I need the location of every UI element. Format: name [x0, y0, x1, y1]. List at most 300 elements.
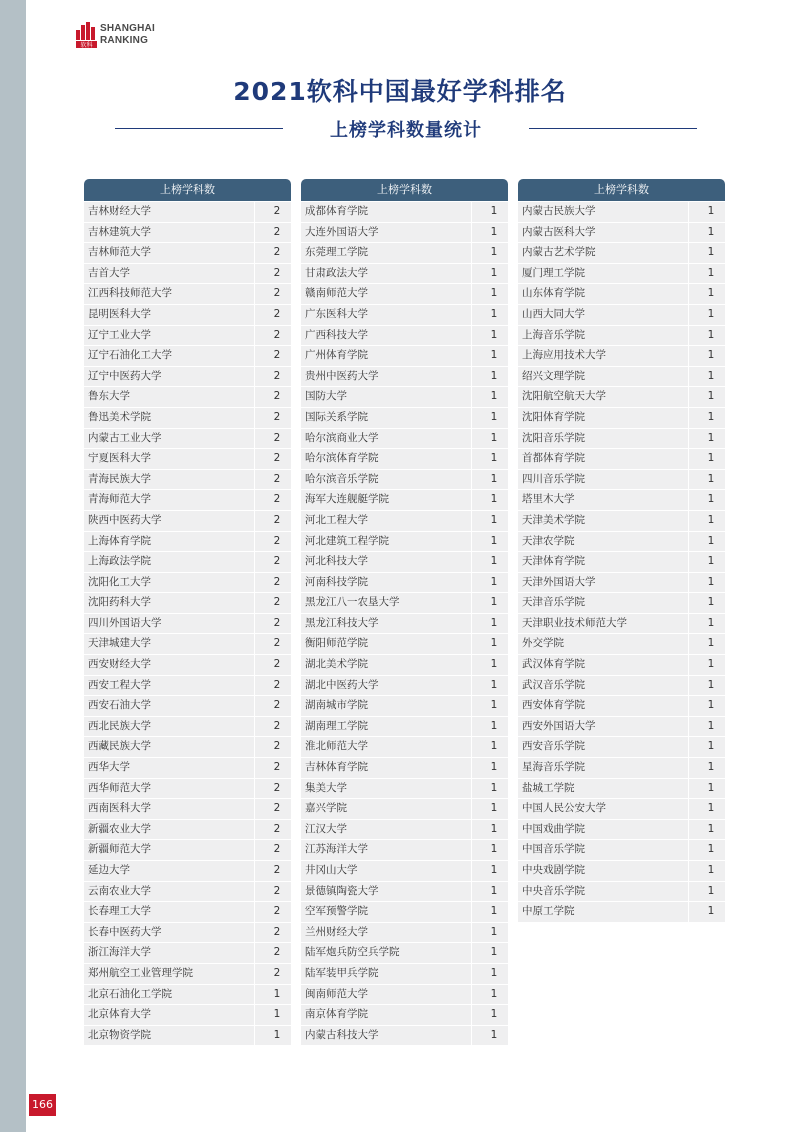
subject-count: 1 — [255, 985, 291, 1005]
university-name: 鲁东大学 — [84, 387, 254, 407]
table-row — [301, 985, 508, 1005]
university-name: 内蒙古民族大学 — [518, 202, 688, 222]
table-row — [84, 799, 291, 819]
subject-count: 2 — [255, 470, 291, 490]
university-name: 延边大学 — [84, 861, 254, 881]
university-name: 宁夏医科大学 — [84, 449, 254, 469]
table-row — [84, 429, 291, 449]
university-name: 新疆师范大学 — [84, 840, 254, 860]
university-name: 陆军装甲兵学院 — [301, 964, 471, 984]
university-name: 湖北中医药大学 — [301, 676, 471, 696]
subject-count: 1 — [472, 923, 508, 943]
university-name: 嘉兴学院 — [301, 799, 471, 819]
university-name: 郑州航空工业管理学院 — [84, 964, 254, 984]
subject-count: 2 — [255, 429, 291, 449]
table-row — [518, 490, 725, 510]
table-row — [301, 243, 508, 263]
subject-count: 1 — [689, 676, 725, 696]
university-name: 北京石油化工学院 — [84, 985, 254, 1005]
table-row — [84, 532, 291, 552]
table-row — [84, 634, 291, 654]
university-name: 吉林体育学院 — [301, 758, 471, 778]
subject-count: 1 — [689, 305, 725, 325]
subject-count: 1 — [472, 264, 508, 284]
table-row — [301, 573, 508, 593]
subject-count: 1 — [689, 367, 725, 387]
logo-text-line1: SHANGHAI — [100, 23, 155, 34]
university-name: 哈尔滨音乐学院 — [301, 470, 471, 490]
university-name: 沈阳体育学院 — [518, 408, 688, 428]
subject-count: 2 — [255, 902, 291, 922]
university-name: 淮北师范大学 — [301, 737, 471, 757]
university-name: 河北工程大学 — [301, 511, 471, 531]
table-row — [518, 449, 725, 469]
table-row — [84, 552, 291, 572]
university-name: 西华大学 — [84, 758, 254, 778]
table-row — [301, 676, 508, 696]
table-row — [84, 614, 291, 634]
table-row — [301, 387, 508, 407]
subject-count: 2 — [255, 449, 291, 469]
university-name: 西藏民族大学 — [84, 737, 254, 757]
table-row — [84, 326, 291, 346]
subject-count: 1 — [689, 655, 725, 675]
table-row — [301, 737, 508, 757]
university-name: 盐城工学院 — [518, 779, 688, 799]
subject-count: 1 — [472, 367, 508, 387]
subject-count: 2 — [255, 573, 291, 593]
university-name: 内蒙古工业大学 — [84, 429, 254, 449]
table-row — [518, 902, 725, 922]
university-name: 天津职业技术师范大学 — [518, 614, 688, 634]
university-name: 甘肃政法大学 — [301, 264, 471, 284]
university-name: 井冈山大学 — [301, 861, 471, 881]
university-name: 北京体育大学 — [84, 1005, 254, 1025]
subject-count: 1 — [689, 593, 725, 613]
university-name: 空军预警学院 — [301, 902, 471, 922]
subject-count: 1 — [689, 532, 725, 552]
subject-count: 1 — [689, 737, 725, 757]
subject-count: 2 — [255, 284, 291, 304]
university-name: 沈阳航空航天大学 — [518, 387, 688, 407]
page-number-badge: 166 — [29, 1094, 56, 1116]
university-name: 绍兴文理学院 — [518, 367, 688, 387]
table-row — [84, 573, 291, 593]
university-name: 内蒙古科技大学 — [301, 1026, 471, 1046]
university-name: 贵州中医药大学 — [301, 367, 471, 387]
table-row — [301, 202, 508, 222]
university-name: 湖南城市学院 — [301, 696, 471, 716]
university-name: 衡阳师范学院 — [301, 634, 471, 654]
table-row — [301, 758, 508, 778]
subject-count: 1 — [689, 696, 725, 716]
table-row — [518, 367, 725, 387]
university-name: 吉林财经大学 — [84, 202, 254, 222]
table-row — [84, 264, 291, 284]
table-row — [301, 367, 508, 387]
table-row — [84, 676, 291, 696]
table-row — [518, 614, 725, 634]
table-row — [84, 1026, 291, 1046]
table-row — [518, 696, 725, 716]
university-name: 上海政法学院 — [84, 552, 254, 572]
subject-count: 1 — [255, 1026, 291, 1046]
subject-count: 1 — [689, 490, 725, 510]
subject-count: 1 — [472, 449, 508, 469]
table-row — [518, 202, 725, 222]
subject-count: 1 — [472, 532, 508, 552]
subject-count: 1 — [472, 717, 508, 737]
university-name: 哈尔滨商业大学 — [301, 429, 471, 449]
subject-count: 2 — [255, 552, 291, 572]
subject-count: 1 — [472, 552, 508, 572]
table-row — [301, 840, 508, 860]
table-row — [84, 1005, 291, 1025]
subject-count: 2 — [255, 634, 291, 654]
subject-count: 2 — [255, 490, 291, 510]
side-bar — [0, 0, 26, 1132]
table-row — [301, 799, 508, 819]
subject-count: 1 — [472, 408, 508, 428]
table-row — [518, 532, 725, 552]
table-row — [301, 717, 508, 737]
university-name: 南京体育学院 — [301, 1005, 471, 1025]
subject-count: 2 — [255, 676, 291, 696]
table-row — [518, 861, 725, 881]
table-row — [84, 387, 291, 407]
subject-count: 2 — [255, 614, 291, 634]
table-row — [518, 634, 725, 654]
subject-count: 1 — [689, 882, 725, 902]
subject-count: 1 — [472, 305, 508, 325]
table-row — [301, 696, 508, 716]
university-name: 陆军炮兵防空兵学院 — [301, 943, 471, 963]
university-name: 河北科技大学 — [301, 552, 471, 572]
university-name: 辽宁石油化工大学 — [84, 346, 254, 366]
subject-count: 1 — [472, 882, 508, 902]
table-row — [301, 1026, 508, 1046]
table-row — [518, 470, 725, 490]
table-row — [84, 408, 291, 428]
table-row — [301, 882, 508, 902]
table-row — [84, 593, 291, 613]
table-row — [84, 964, 291, 984]
university-name: 长春理工大学 — [84, 902, 254, 922]
subject-count: 1 — [689, 552, 725, 572]
subject-count: 1 — [689, 408, 725, 428]
subject-count: 2 — [255, 696, 291, 716]
university-name: 湖南理工学院 — [301, 717, 471, 737]
table-row — [84, 923, 291, 943]
university-name: 西安体育学院 — [518, 696, 688, 716]
table-row — [301, 902, 508, 922]
table-row — [84, 696, 291, 716]
subject-count: 1 — [472, 737, 508, 757]
university-name: 国际关系学院 — [301, 408, 471, 428]
university-name: 国防大学 — [301, 387, 471, 407]
subtitle-block — [115, 116, 697, 142]
university-name: 广西科技大学 — [301, 326, 471, 346]
subject-count: 1 — [472, 840, 508, 860]
column-header: 上榜学科数 — [301, 179, 508, 201]
subject-count: 1 — [472, 676, 508, 696]
university-name: 天津体育学院 — [518, 552, 688, 572]
table-row — [84, 284, 291, 304]
subject-count: 1 — [689, 470, 725, 490]
subject-count: 1 — [689, 449, 725, 469]
subject-count: 2 — [255, 408, 291, 428]
subject-count: 2 — [255, 737, 291, 757]
university-name: 西北民族大学 — [84, 717, 254, 737]
table-row — [301, 964, 508, 984]
university-name: 西安外国语大学 — [518, 717, 688, 737]
university-name: 哈尔滨体育学院 — [301, 449, 471, 469]
table-row — [518, 264, 725, 284]
subject-count: 1 — [472, 593, 508, 613]
university-name: 西安工程大学 — [84, 676, 254, 696]
table-row — [518, 840, 725, 860]
subject-count: 2 — [255, 655, 291, 675]
subject-count: 1 — [472, 799, 508, 819]
university-name: 湖北美术学院 — [301, 655, 471, 675]
table-row — [84, 511, 291, 531]
subject-count: 1 — [689, 614, 725, 634]
table-row — [518, 243, 725, 263]
university-name: 昆明医科大学 — [84, 305, 254, 325]
table-row — [301, 223, 508, 243]
university-name: 辽宁中医药大学 — [84, 367, 254, 387]
subject-count: 1 — [689, 573, 725, 593]
university-name: 西安石油大学 — [84, 696, 254, 716]
subject-count: 1 — [472, 202, 508, 222]
university-name: 天津外国语大学 — [518, 573, 688, 593]
subject-count: 2 — [255, 264, 291, 284]
university-name: 西安财经大学 — [84, 655, 254, 675]
table-row — [84, 305, 291, 325]
subject-count: 1 — [472, 284, 508, 304]
subject-count: 1 — [689, 387, 725, 407]
subject-count: 2 — [255, 326, 291, 346]
table-row — [518, 284, 725, 304]
table-row — [301, 264, 508, 284]
subject-count: 1 — [472, 470, 508, 490]
subject-count: 1 — [472, 243, 508, 263]
table-row — [84, 985, 291, 1005]
table-row — [518, 552, 725, 572]
subject-count: 2 — [255, 923, 291, 943]
university-name: 江汉大学 — [301, 820, 471, 840]
table-row — [84, 840, 291, 860]
subject-count: 1 — [689, 284, 725, 304]
table-row — [301, 449, 508, 469]
table-column-3 — [518, 179, 725, 922]
subject-count: 1 — [472, 223, 508, 243]
table-row — [301, 305, 508, 325]
university-name: 成都体育学院 — [301, 202, 471, 222]
table-row — [518, 779, 725, 799]
subject-count: 1 — [689, 429, 725, 449]
table-row — [84, 243, 291, 263]
university-name: 广州体育学院 — [301, 346, 471, 366]
university-name: 天津音乐学院 — [518, 593, 688, 613]
subject-count: 2 — [255, 758, 291, 778]
subject-count: 1 — [689, 861, 725, 881]
university-name: 四川外国语大学 — [84, 614, 254, 634]
table-row — [301, 470, 508, 490]
university-name: 天津农学院 — [518, 532, 688, 552]
subject-count: 1 — [472, 429, 508, 449]
page-title: 2021软科中国最好学科排名 — [233, 77, 567, 106]
subject-count: 1 — [472, 779, 508, 799]
university-name: 陕西中医药大学 — [84, 511, 254, 531]
university-name: 辽宁工业大学 — [84, 326, 254, 346]
subject-count: 1 — [472, 1005, 508, 1025]
university-name: 山西大同大学 — [518, 305, 688, 325]
table-row — [84, 449, 291, 469]
university-name: 塔里木大学 — [518, 490, 688, 510]
subject-count: 1 — [472, 985, 508, 1005]
subject-count: 1 — [689, 223, 725, 243]
table-row — [518, 799, 725, 819]
subject-count: 2 — [255, 943, 291, 963]
subject-count: 1 — [472, 326, 508, 346]
table-row — [301, 532, 508, 552]
university-name: 上海音乐学院 — [518, 326, 688, 346]
university-name: 首都体育学院 — [518, 449, 688, 469]
university-name: 内蒙古艺术学院 — [518, 243, 688, 263]
subject-count: 2 — [255, 593, 291, 613]
table-row — [301, 861, 508, 881]
subject-count: 2 — [255, 223, 291, 243]
university-name: 云南农业大学 — [84, 882, 254, 902]
university-name: 沈阳音乐学院 — [518, 429, 688, 449]
table-row — [301, 593, 508, 613]
table-row — [84, 202, 291, 222]
table-row — [518, 346, 725, 366]
university-name: 黑龙江八一农垦大学 — [301, 593, 471, 613]
table-row — [301, 634, 508, 654]
table-row — [84, 882, 291, 902]
university-name: 景德镇陶瓷大学 — [301, 882, 471, 902]
university-name: 江苏海洋大学 — [301, 840, 471, 860]
subject-count: 1 — [689, 264, 725, 284]
university-name: 吉林建筑大学 — [84, 223, 254, 243]
table-column-1 — [84, 179, 291, 1045]
university-name: 武汉体育学院 — [518, 655, 688, 675]
subject-count: 1 — [472, 943, 508, 963]
subject-count: 1 — [472, 573, 508, 593]
subject-count: 2 — [255, 861, 291, 881]
subject-count: 1 — [689, 717, 725, 737]
table-row — [301, 408, 508, 428]
subject-count: 1 — [472, 861, 508, 881]
table-row — [301, 429, 508, 449]
table-row — [518, 326, 725, 346]
subject-count: 2 — [255, 840, 291, 860]
university-name: 河北建筑工程学院 — [301, 532, 471, 552]
university-name: 天津城建大学 — [84, 634, 254, 654]
subject-count: 1 — [689, 779, 725, 799]
table-column-2 — [301, 179, 508, 1045]
university-name: 中原工学院 — [518, 902, 688, 922]
university-name: 上海应用技术大学 — [518, 346, 688, 366]
university-name: 星海音乐学院 — [518, 758, 688, 778]
table-row — [84, 861, 291, 881]
table-row — [518, 882, 725, 902]
university-name: 中国人民公安大学 — [518, 799, 688, 819]
university-name: 海军大连舰艇学院 — [301, 490, 471, 510]
table-row — [84, 943, 291, 963]
table-row — [518, 408, 725, 428]
university-name: 江西科技师范大学 — [84, 284, 254, 304]
university-name: 青海师范大学 — [84, 490, 254, 510]
university-name: 中央戏剧学院 — [518, 861, 688, 881]
university-name: 天津美术学院 — [518, 511, 688, 531]
university-name: 北京物资学院 — [84, 1026, 254, 1046]
table-row — [84, 902, 291, 922]
subject-count: 1 — [472, 387, 508, 407]
university-name: 黑龙江科技大学 — [301, 614, 471, 634]
university-name: 沈阳药科大学 — [84, 593, 254, 613]
subject-count: 2 — [255, 305, 291, 325]
university-name: 大连外国语大学 — [301, 223, 471, 243]
university-name: 中国音乐学院 — [518, 840, 688, 860]
table-row — [84, 655, 291, 675]
university-name: 上海体育学院 — [84, 532, 254, 552]
university-name: 鲁迅美术学院 — [84, 408, 254, 428]
table-row — [518, 429, 725, 449]
university-name: 青海民族大学 — [84, 470, 254, 490]
logo-mark-text: 软科 — [80, 42, 93, 48]
university-name: 东莞理工学院 — [301, 243, 471, 263]
table-row — [84, 490, 291, 510]
university-name: 中国戏曲学院 — [518, 820, 688, 840]
university-name: 沈阳化工大学 — [84, 573, 254, 593]
table-row — [301, 655, 508, 675]
university-name: 河南科技学院 — [301, 573, 471, 593]
university-name: 内蒙古医科大学 — [518, 223, 688, 243]
table-row — [84, 737, 291, 757]
university-name: 山东体育学院 — [518, 284, 688, 304]
subject-count: 2 — [255, 717, 291, 737]
table-row — [301, 923, 508, 943]
university-name: 赣南师范大学 — [301, 284, 471, 304]
column-header: 上榜学科数 — [518, 179, 725, 201]
subject-count: 2 — [255, 532, 291, 552]
university-name: 广东医科大学 — [301, 305, 471, 325]
subject-count: 2 — [255, 387, 291, 407]
subject-count: 2 — [255, 820, 291, 840]
table-row — [301, 346, 508, 366]
table-row — [301, 614, 508, 634]
logo-mark-icon — [76, 22, 98, 48]
table-row — [84, 779, 291, 799]
subject-count: 1 — [472, 1026, 508, 1046]
university-name: 厦门理工学院 — [518, 264, 688, 284]
table-row — [301, 326, 508, 346]
table-row — [301, 943, 508, 963]
table-row — [84, 223, 291, 243]
university-name: 西华师范大学 — [84, 779, 254, 799]
table-row — [518, 387, 725, 407]
subject-count: 1 — [689, 840, 725, 860]
subject-count: 1 — [689, 902, 725, 922]
subject-count: 1 — [472, 490, 508, 510]
subject-count: 2 — [255, 243, 291, 263]
university-name: 兰州财经大学 — [301, 923, 471, 943]
table-row — [301, 511, 508, 531]
subject-count: 1 — [472, 511, 508, 531]
